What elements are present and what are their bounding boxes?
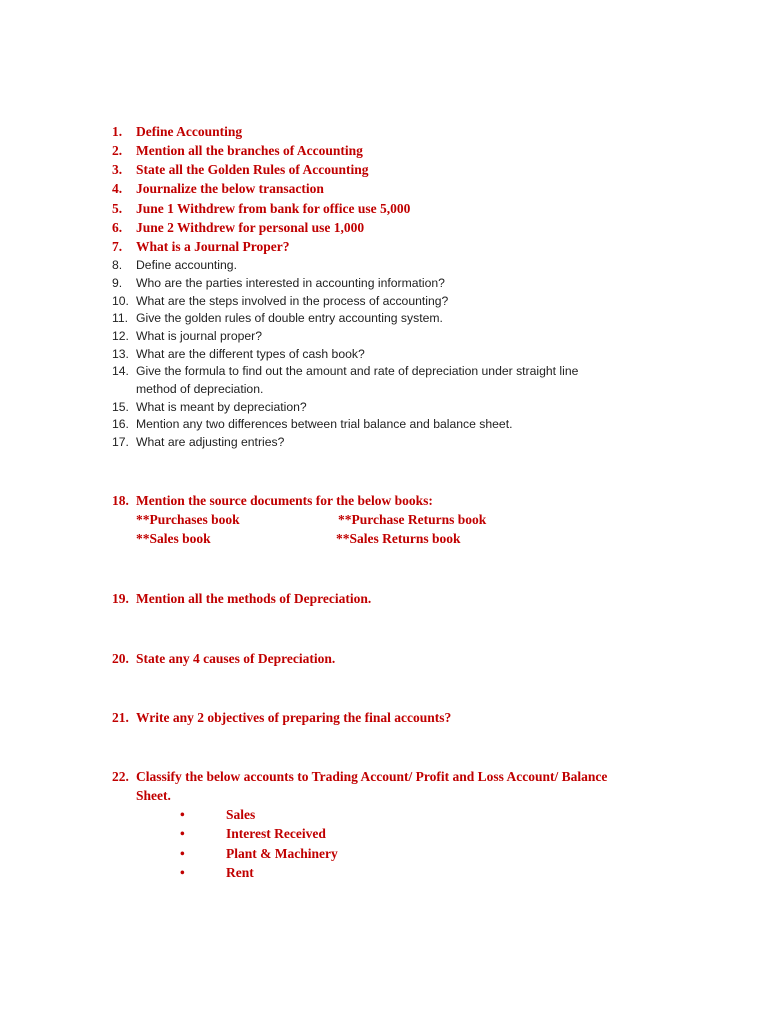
question-text: What are the different types of cash book? — [136, 347, 365, 361]
question-number: 14. — [112, 364, 129, 378]
question-17 — [112, 435, 284, 449]
question-text: What is a Journal Proper? — [136, 239, 290, 254]
bullet-icon: • — [180, 807, 185, 822]
question-text: What is meant by depreciation? — [136, 400, 307, 414]
question-text: Give the golden rules of double entry accounting system. — [136, 311, 443, 325]
question-number: 19. — [112, 591, 129, 606]
question-text: Write any 2 objectives of preparing the final accounts? — [136, 710, 452, 725]
sales-returns-book-label: **Sales Returns book — [336, 531, 461, 546]
question-text: Journalize the below transaction — [136, 181, 324, 196]
question-14-continuation — [112, 382, 263, 396]
question-number: 9. — [112, 276, 123, 290]
sales-book-label: **Sales book — [136, 531, 211, 546]
question-text: method of depreciation. — [136, 382, 264, 396]
question-20 — [112, 651, 335, 667]
question-number: 2. — [112, 143, 123, 158]
question-number: 21. — [112, 710, 129, 725]
question-number: 22. — [112, 769, 129, 784]
question-number: 13. — [112, 347, 129, 361]
question-text: State all the Golden Rules of Accounting — [136, 162, 369, 177]
question-8 — [112, 258, 237, 272]
question-text: What is journal proper? — [136, 329, 262, 343]
question-text: Mention any two differences between trial balance and balance sheet. — [136, 417, 513, 431]
question-text: June 2 Withdrew for personal use 1,000 — [136, 220, 365, 235]
question-21 — [112, 710, 451, 726]
question-text: Mention all the methods of Depreciation. — [136, 591, 372, 606]
question-22 — [112, 769, 607, 785]
question-number: 16. — [112, 417, 129, 431]
question-number: 20. — [112, 651, 129, 666]
bullet-icon: • — [180, 846, 185, 861]
question-number: 11. — [112, 311, 129, 325]
question-number: 4. — [112, 181, 123, 196]
bullet-item-plant-machinery — [180, 846, 338, 862]
question-number: 12. — [112, 329, 129, 343]
question-7 — [112, 239, 290, 255]
bullet-item-rent — [180, 865, 254, 881]
question-text: Mention the source documents for the below books: — [136, 493, 433, 508]
question-text: Classify the below accounts to Trading Account/ Profit and Loss Account/ Balance — [136, 769, 608, 784]
question-text: Define Accounting — [136, 124, 243, 139]
purchases-book-label: **Purchases book — [136, 512, 240, 527]
question-3 — [112, 162, 369, 178]
bullet-icon: • — [180, 865, 185, 880]
question-10 — [112, 294, 448, 308]
question-number: 15. — [112, 400, 129, 414]
question-number: 7. — [112, 239, 123, 254]
question-text: What are the steps involved in the process of accounting? — [136, 294, 449, 308]
bullet-text: Sales — [226, 807, 256, 822]
question-text: Give the formula to find out the amount and rate of depreciation under straight line — [136, 364, 579, 378]
question-2 — [112, 143, 363, 159]
bullet-item-interest-received — [180, 826, 326, 842]
question-22-continuation: Sheet. — [136, 788, 171, 803]
question-number: 10. — [112, 294, 129, 308]
bullet-text: Interest Received — [226, 826, 326, 841]
question-number: 3. — [112, 162, 123, 177]
question-13 — [112, 347, 365, 361]
question-11 — [112, 311, 443, 325]
question-16 — [112, 417, 512, 431]
question-15 — [112, 400, 307, 414]
question-text: Who are the parties interested in accounting information? — [136, 276, 445, 290]
bullet-text: Plant & Machinery — [226, 846, 338, 861]
question-1 — [112, 124, 242, 140]
bullet-text: Rent — [226, 865, 254, 880]
question-number: 6. — [112, 220, 123, 235]
question-19 — [112, 591, 371, 607]
question-text: What are adjusting entries? — [136, 435, 285, 449]
question-number: 8. — [112, 258, 123, 272]
question-text: Define accounting. — [136, 258, 237, 272]
question-12 — [112, 329, 262, 343]
purchase-returns-book-label: **Purchase Returns book — [338, 512, 487, 527]
question-number: 1. — [112, 124, 123, 139]
question-18 — [112, 493, 433, 509]
question-number: 18. — [112, 493, 129, 508]
question-number: 17. — [112, 435, 129, 449]
question-text: June 1 Withdrew from bank for office use 5,000 — [136, 201, 411, 216]
question-text: Mention all the branches of Accounting — [136, 143, 363, 158]
question-4 — [112, 181, 324, 197]
question-5 — [112, 201, 410, 217]
question-6 — [112, 220, 364, 236]
bullet-icon: • — [180, 826, 185, 841]
question-14 — [112, 364, 578, 378]
question-9 — [112, 276, 445, 290]
question-text: State any 4 causes of Depreciation. — [136, 651, 336, 666]
bullet-item-sales — [180, 807, 255, 823]
question-number: 5. — [112, 201, 123, 216]
